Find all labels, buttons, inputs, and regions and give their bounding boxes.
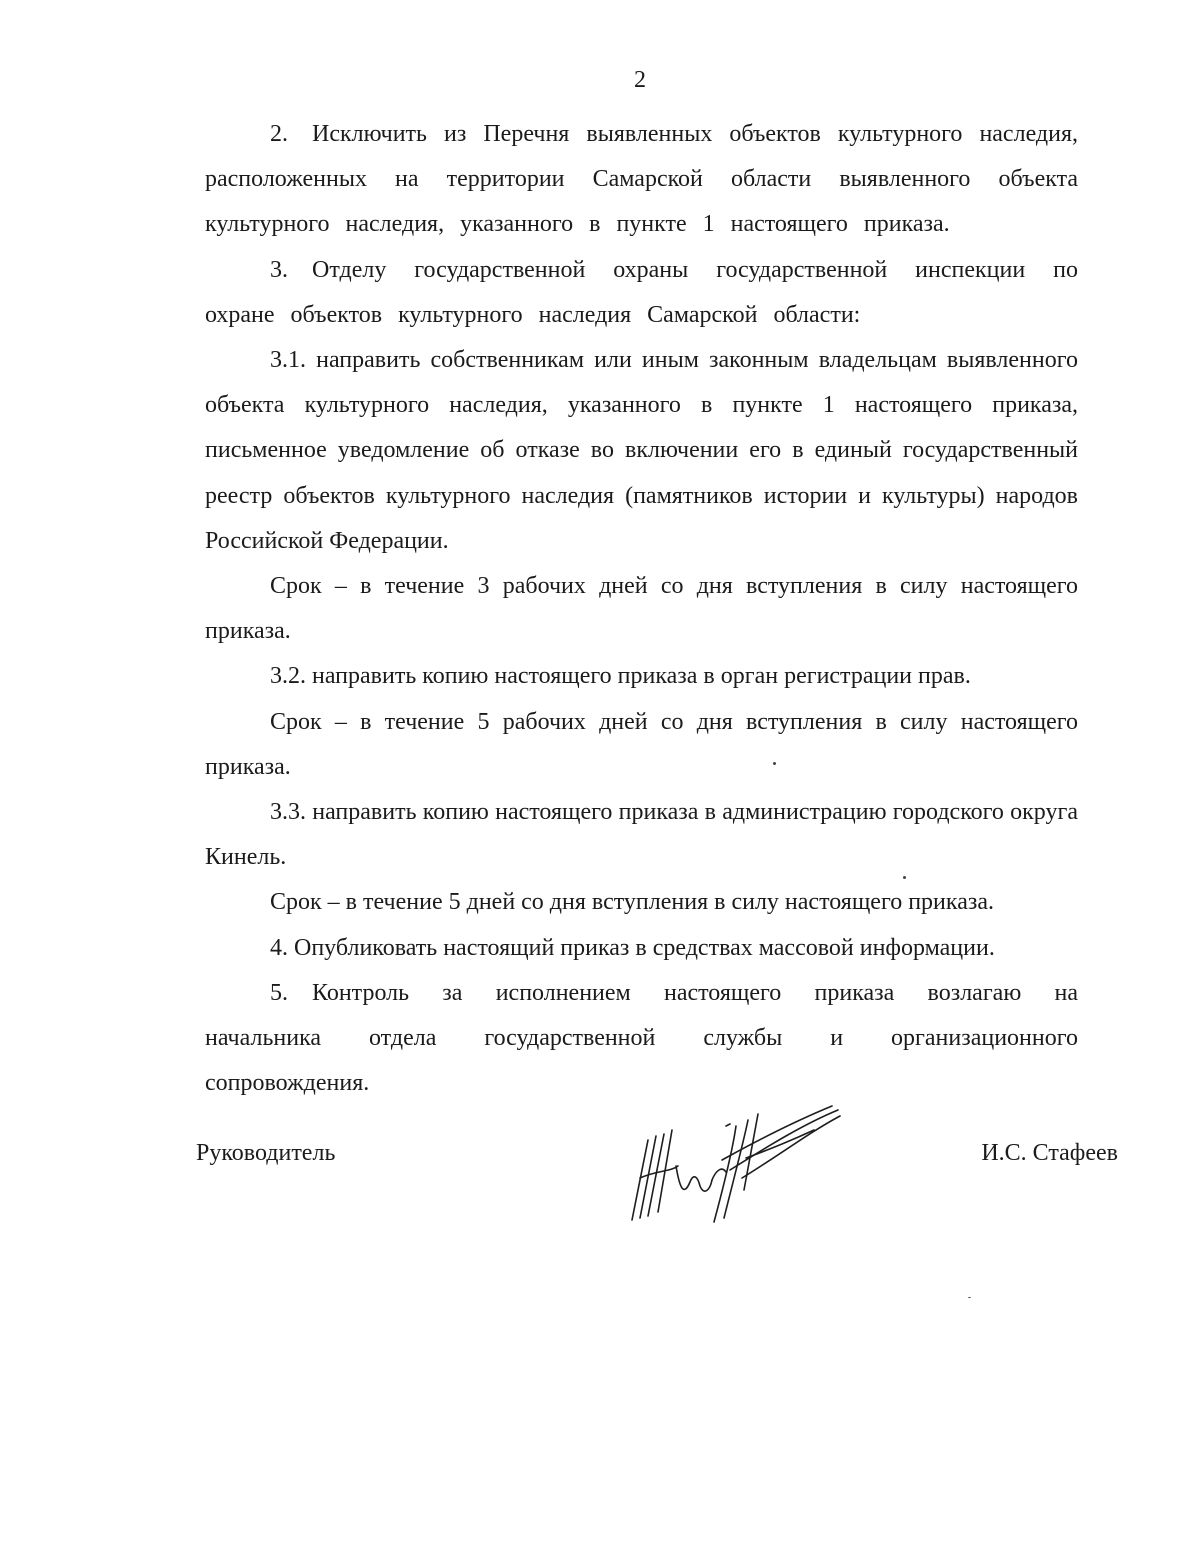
paragraph-item-2: 2. Исключить из Перечня выявленных объектов культурного наследия, расположенных на территории Самарской области выявленного объекта культурного наследия, указанного в пункте 1 настоящего приказа. — [205, 121, 1078, 238]
handwritten-signature — [618, 1100, 848, 1230]
paragraph-deadline-3-3: Срок – в течение 5 дней со дня вступления в силу настоящего приказа. — [270, 889, 994, 916]
signatory-name: И.С. Стафеев — [981, 1140, 1118, 1166]
signature-block — [0, 1130, 1200, 1240]
paragraph-item-3-2: 3.2. направить копию настоящего приказа в орган регистрации прав. — [270, 663, 971, 690]
scan-speck — [968, 1297, 971, 1298]
scan-speck — [903, 876, 906, 879]
page-number: 2 — [634, 67, 646, 93]
paragraph-item-3-3: 3.3. направить копию настоящего приказа в администрацию городского округа Кинель. — [205, 799, 1078, 871]
paragraph-deadline-3-1: Срок – в течение 3 рабочих дней со дня вступления в силу настоящего приказа. — [205, 573, 1078, 645]
paragraph-item-3: 3. Отделу государственной охраны государственной инспекции по охране объектов культурного наследия Самарской области: — [205, 256, 1078, 328]
document-body — [205, 112, 1078, 1106]
paragraph-item-4: 4. Опубликовать настоящий приказ в средствах массовой информации. — [270, 934, 995, 961]
paragraph-item-5: 5. Контроль за исполнением настоящего приказа возлагаю на начальника отдела государственной службы и организационного сопровождения. — [205, 979, 1078, 1097]
paragraph-deadline-3-2: Срок – в течение 5 рабочих дней со дня вступления в силу настоящего приказа. — [205, 708, 1078, 780]
scan-speck — [773, 762, 776, 765]
signatory-title: Руководитель — [196, 1140, 336, 1166]
paragraph-item-3-1: 3.1. направить собственникам или иным законным владельцам выявленного объекта культурного наследия, указанного в пункте 1 настоящего приказа, письменное уведомление об отказе во включении его в единый государственный реестр объектов культурного наследия (памятников истории и культуры) народов Российской Федерации. — [205, 347, 1078, 554]
